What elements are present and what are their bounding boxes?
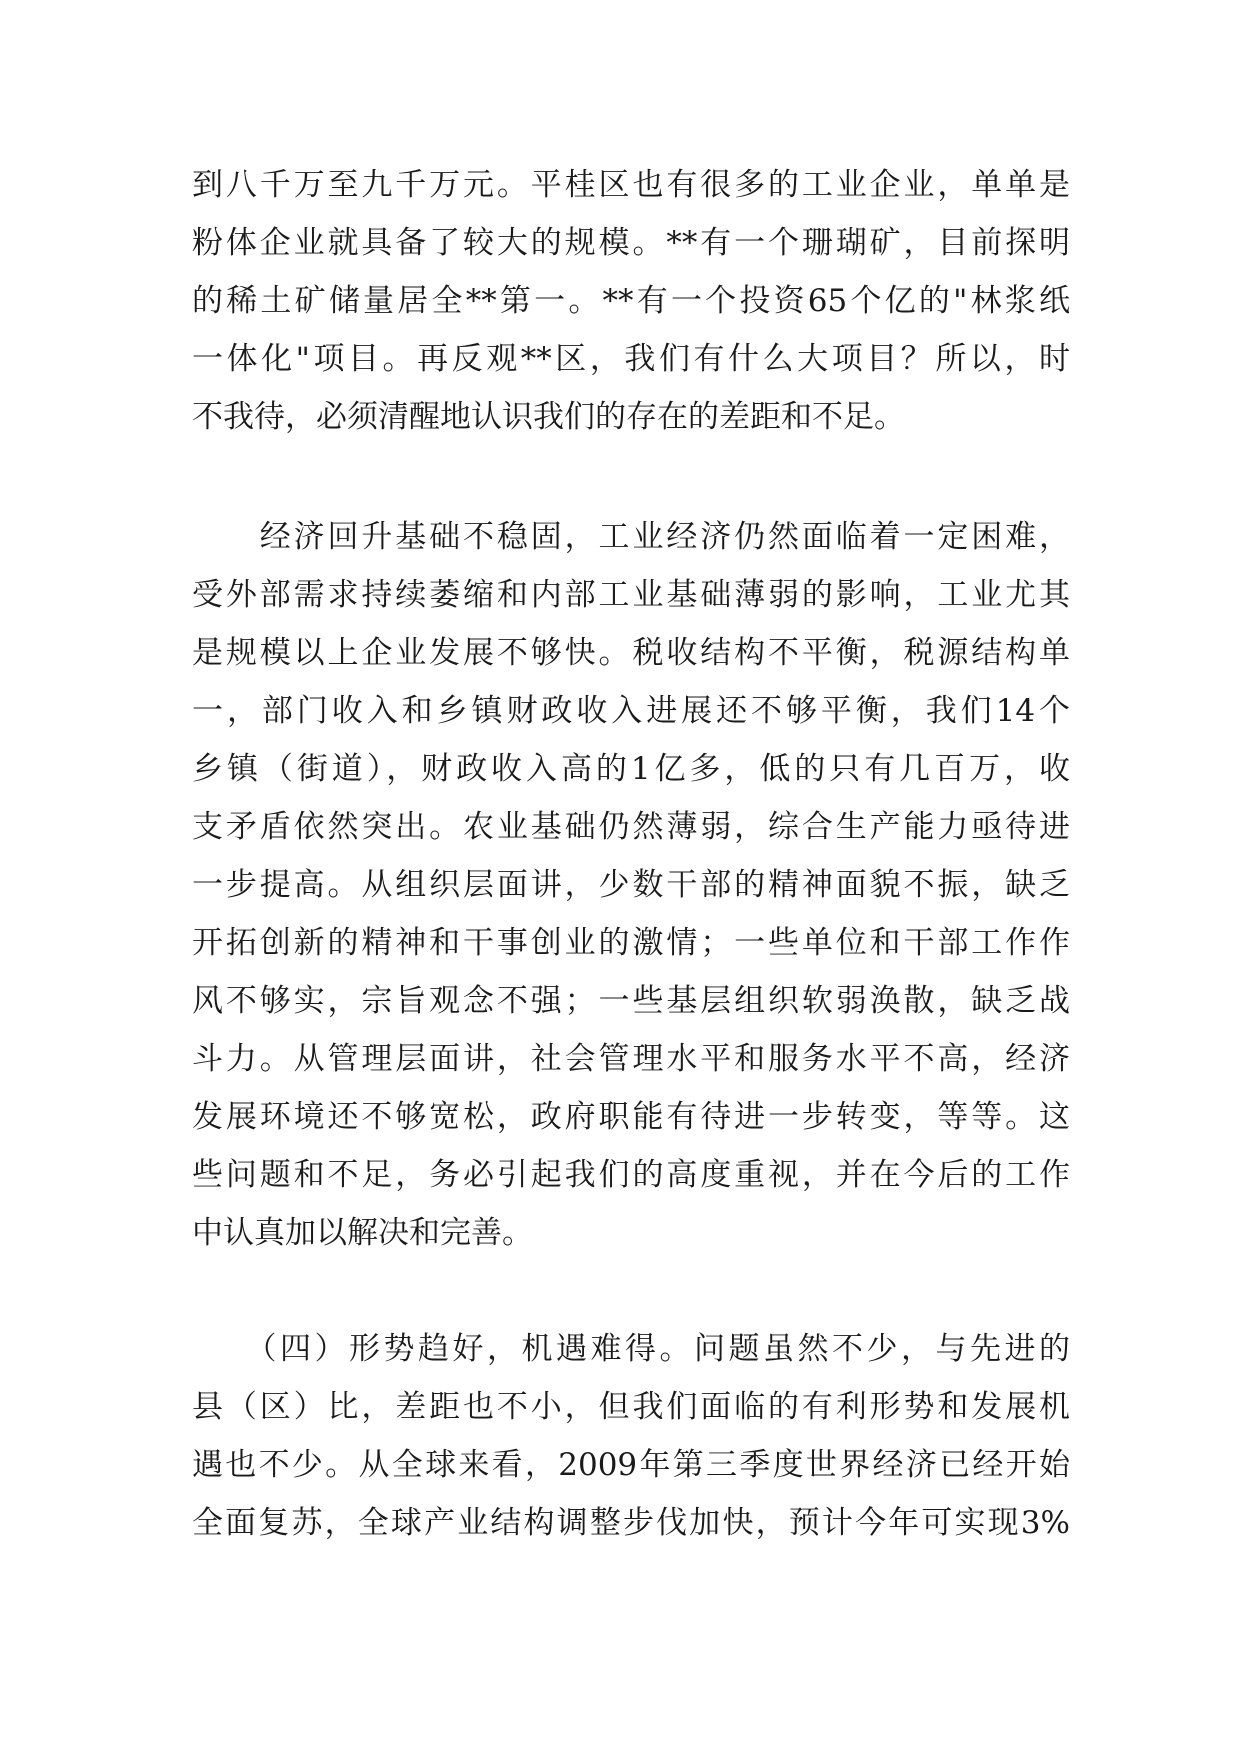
paragraph-line: 粉体企业就具备了较大的规模。**有一个珊瑚矿，目前探明	[192, 225, 1070, 261]
paragraph-line: 是规模以上企业发展不够快。税收结构不平衡，税源结构单	[192, 635, 1070, 671]
paragraph-line: 一体化"项目。再反观**区，我们有什么大项目？所以，时	[192, 341, 1070, 377]
paragraph-line: 受外部需求持续萎缩和内部工业基础薄弱的影响，工业尤其	[192, 577, 1070, 613]
paragraph-line: （四）形势趋好，机遇难得。问题虽然不少，与先进的	[192, 1331, 1070, 1367]
paragraph-line: 的稀土矿储量居全**第一。**有一个投资65个亿的"林浆纸	[192, 283, 1070, 319]
paragraph-line: 发展环境还不够宽松，政府职能有待进一步转变，等等。这	[192, 1099, 1070, 1135]
paragraph-line: 支矛盾依然突出。农业基础仍然薄弱，综合生产能力亟待进	[192, 809, 1070, 845]
paragraph-line: 到八千万至九千万元。平桂区也有很多的工业企业，单单是	[192, 167, 1070, 203]
paragraph-line: 中认真加以解决和完善。	[192, 1215, 533, 1251]
paragraph-line: 一步提高。从组织层面讲，少数干部的精神面貌不振，缺乏	[192, 867, 1070, 903]
paragraph-line: 乡镇（街道），财政收入高的1亿多，低的只有几百万，收	[192, 751, 1070, 787]
paragraph-line: 县（区）比，差距也不小，但我们面临的有利形势和发展机	[192, 1389, 1070, 1425]
paragraph-1	[192, 156, 1070, 446]
paragraph-line: 经济回升基础不稳固，工业经济仍然面临着一定困难，	[192, 519, 1070, 555]
paragraph-line: 全面复苏，全球产业结构调整步伐加快，预计今年可实现3%	[192, 1505, 1070, 1541]
paragraph-line: 开拓创新的精神和干事创业的激情；一些单位和干部工作作	[192, 925, 1070, 961]
paragraph-2	[192, 508, 1070, 1262]
paragraph-line: 遇也不少。从全球来看，2009年第三季度世界经济已经开始	[192, 1447, 1070, 1483]
paragraph-line: 斗力。从管理层面讲，社会管理水平和服务水平不高，经济	[192, 1041, 1070, 1077]
paragraph-line: 些问题和不足，务必引起我们的高度重视，并在今后的工作	[192, 1157, 1070, 1193]
paragraph-line: 不我待，必须清醒地认识我们的存在的差距和不足。	[192, 399, 905, 435]
paragraph-line: 一，部门收入和乡镇财政收入进展还不够平衡，我们14个	[192, 693, 1070, 729]
paragraph-line: 风不够实，宗旨观念不强；一些基层组织软弱涣散，缺乏战	[192, 983, 1070, 1019]
paragraph-3	[192, 1320, 1070, 1552]
